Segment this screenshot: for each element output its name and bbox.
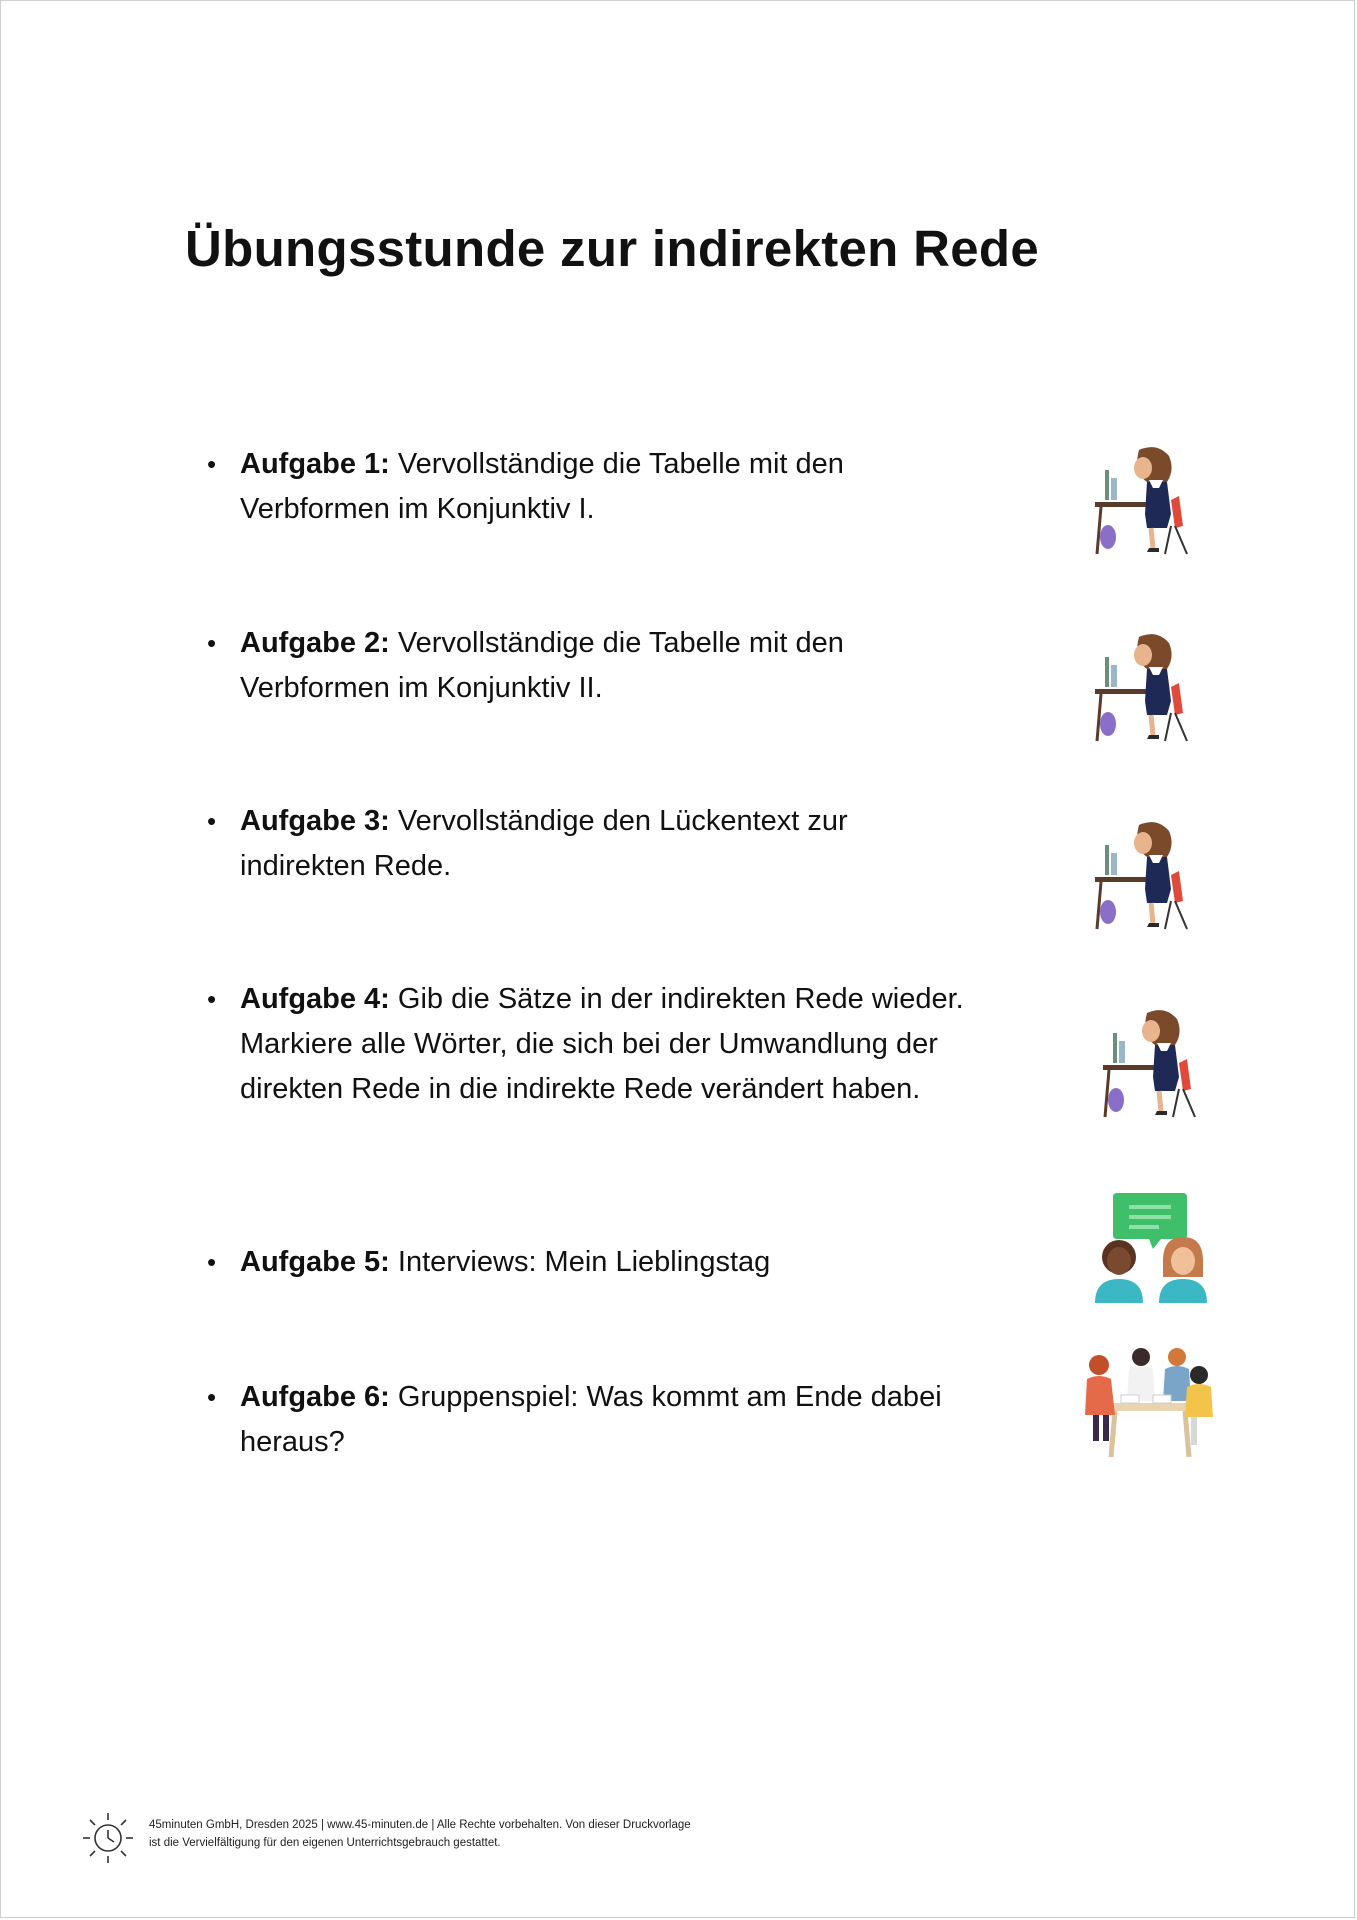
student-at-desk-icon — [1091, 631, 1191, 743]
footer-copyright: 45minuten GmbH, Dresden 2025 | www.45-minuten.de | Alle Rechte vorbehalten. Von dieser Druckvorlage ist die Vervielfältigung für den eigenen Unterrichtsgebrauch gestattet. — [149, 1819, 691, 1849]
task-label: Aufgabe 1: — [240, 448, 390, 480]
task-item-3 — [207, 799, 967, 889]
task-description: Interviews: Mein Lieblingstag — [389, 1246, 771, 1278]
task-item-6 — [207, 1375, 967, 1465]
task-label: Aufgabe 2: — [240, 627, 390, 659]
task-text — [240, 621, 967, 711]
task-label: Aufgabe 6: — [240, 1381, 390, 1413]
two-people-talking-icon — [1091, 1191, 1209, 1305]
task-item-1 — [207, 442, 967, 532]
task-item-2 — [207, 621, 967, 711]
page-title: Übungsstunde zur indirekten Rede — [185, 220, 1040, 277]
task-text — [240, 1375, 967, 1465]
group-at-table-icon — [1081, 1345, 1217, 1461]
task-label: Aufgabe 3: — [240, 805, 390, 837]
bullet: • — [207, 1382, 217, 1412]
task-description: Gruppenspiel: Was kommt am Ende dabei heraus? — [240, 1381, 942, 1458]
task-description: Gib die Sätze in der indirekten Rede wieder. Markiere alle Wörter, die sich bei der Umwandlung der direkten Rede in die indirekte Rede verändert haben. — [240, 983, 964, 1105]
footer — [79, 1809, 691, 1872]
task-item-5 — [207, 1240, 967, 1285]
task-description: Vervollständige den Lückentext zur indirekten Rede. — [240, 805, 848, 882]
task-label: Aufgabe 4: — [240, 983, 390, 1015]
bullet: • — [207, 628, 217, 658]
task-description: Vervollständige die Tabelle mit den Verbformen im Konjunktiv I. — [240, 448, 844, 525]
bullet: • — [207, 984, 217, 1014]
task-label: Aufgabe 5: — [240, 1246, 390, 1278]
task-text — [240, 799, 967, 889]
bullet: • — [207, 1247, 217, 1277]
sun-clock-logo-icon — [79, 1809, 137, 1867]
task-text — [240, 1240, 967, 1285]
task-text — [240, 442, 967, 532]
bullet: • — [207, 449, 217, 479]
bullet: • — [207, 806, 217, 836]
student-at-desk-icon — [1091, 819, 1191, 931]
student-at-desk-icon — [1091, 444, 1191, 556]
student-at-desk-icon — [1099, 1007, 1199, 1119]
task-text — [240, 977, 967, 1112]
task-item-4 — [207, 977, 967, 1112]
task-description: Vervollständige die Tabelle mit den Verbformen im Konjunktiv II. — [240, 627, 844, 704]
